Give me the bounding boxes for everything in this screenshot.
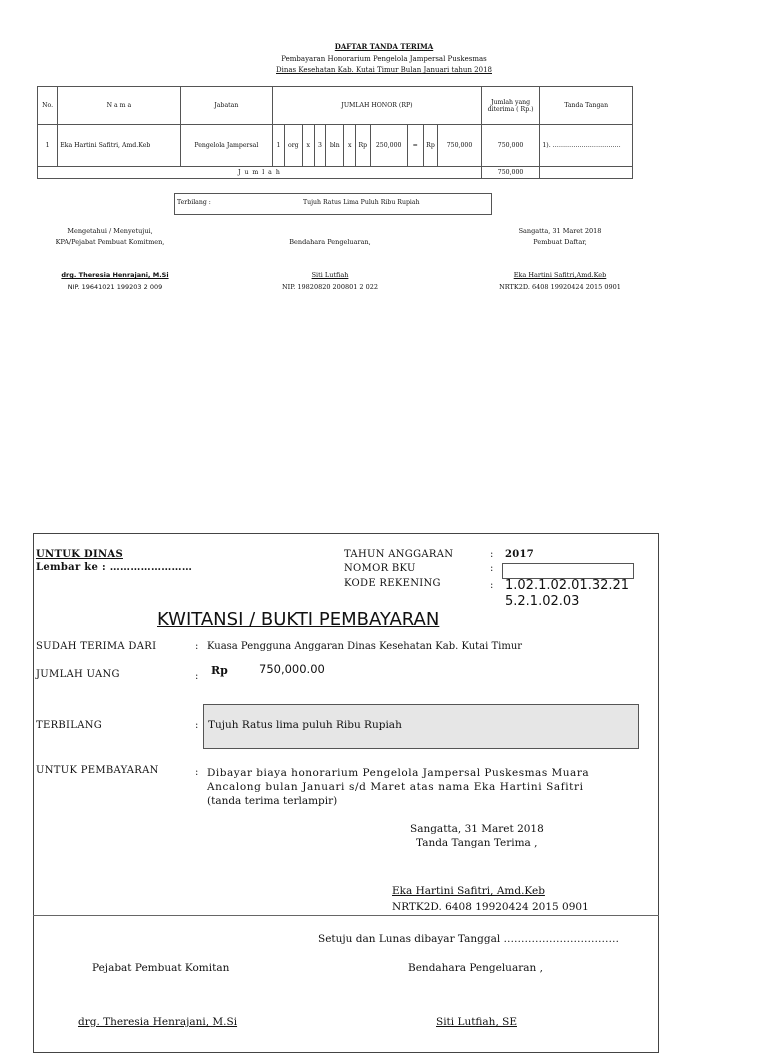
- cell-rate: 250,000: [370, 125, 407, 167]
- colon: :: [490, 563, 494, 574]
- receipt-list-table: [37, 86, 633, 179]
- colon: :: [195, 671, 199, 682]
- kode-rekening-label: KODE REKENING: [344, 578, 441, 589]
- tahun-anggaran-label: TAHUN ANGGARAN: [344, 549, 454, 560]
- cell-rp2: Rp: [423, 125, 437, 167]
- header-jabatan: Jabatan: [180, 87, 273, 125]
- table-row: [38, 125, 633, 167]
- cell-nama: Eka Hartini Safitri, Amd.Keb: [58, 125, 180, 167]
- cell-diterima: 750,000: [481, 125, 540, 167]
- colon: :: [490, 549, 494, 560]
- sig-left-nip: NIP. 19641021 199203 2 009: [67, 283, 163, 291]
- colon: :: [195, 767, 199, 778]
- untuk-pembayaran-line1: Dibayar biaya honorarium Pengelola Jampersal Puskesmas Muara: [207, 767, 590, 779]
- sig-right-nip: NRTK2D. 6408 19920424 2015 0901: [499, 283, 621, 291]
- header-no: No.: [38, 87, 58, 125]
- nomor-bku-field[interactable]: [502, 563, 634, 579]
- untuk-pembayaran-line2: Ancalong bulan Januari s/d Maret atas nama Eka Hartini Safitri: [207, 781, 584, 793]
- cell-months: 3: [314, 125, 326, 167]
- cell-x1: x: [302, 125, 314, 167]
- bendahara-name: Siti Lutfiah, SE: [436, 1016, 517, 1028]
- terbilang-box: [174, 193, 492, 215]
- cell-subtotal: 750,000: [438, 125, 482, 167]
- sig-mid-line1: Bendahara Pengeluaran,: [289, 238, 371, 246]
- pejabat-name: drg. Theresia Henrajani, M.Si: [78, 1016, 238, 1028]
- cell-bln: bln: [326, 125, 344, 167]
- terbilang-label: Terbilang :: [177, 199, 211, 206]
- list-subtitle-1: Pembayaran Honorarium Pengelola Jampersal Puskesmas: [281, 55, 487, 63]
- sig-mid-name: Siti Lutfiah: [311, 271, 349, 279]
- sig-right-line1: Pembuat Daftar,: [533, 238, 587, 246]
- sig-left-line1: Mengetahui / Menyetujui,: [67, 227, 153, 235]
- nomor-bku-label: NOMOR BKU: [344, 563, 416, 574]
- terbilang-box: [203, 704, 639, 749]
- kode-rekening-1: 1.02.1.02.01.32.21: [505, 578, 630, 593]
- cell-eq: =: [407, 125, 423, 167]
- sudah-terima-label: SUDAH TERIMA DARI: [36, 641, 157, 652]
- cell-ttd: 1). ……………………………: [540, 125, 633, 167]
- terbilang-value: Tujuh Ratus lima puluh Ribu Rupiah: [208, 719, 402, 731]
- colon: :: [195, 641, 199, 652]
- receipt-divider: [33, 915, 659, 916]
- kode-rekening-2: 5.2.1.02.03: [505, 594, 580, 609]
- cell-jabatan: Pengelola Jampersal: [180, 125, 273, 167]
- penerima-nip: NRTK2D. 6408 19920424 2015 0901: [392, 901, 589, 913]
- colon: :: [490, 580, 494, 591]
- total-blank: [540, 167, 633, 179]
- rp-label: Rp: [211, 664, 228, 677]
- pejabat-label: Pejabat Pembuat Komitan: [92, 962, 230, 974]
- sudah-terima-value: Kuasa Pengguna Anggaran Dinas Kesehatan Kab. Kutai Timur: [207, 641, 523, 652]
- ttd-terima: Tanda Tangan Terima ,: [416, 837, 538, 849]
- receipt-date: Sangatta, 31 Maret 2018: [410, 823, 544, 835]
- total-label: J u m l a h: [38, 167, 482, 179]
- untuk-pembayaran-line3: (tanda terima terlampir): [207, 795, 338, 807]
- cell-no: 1: [38, 125, 58, 167]
- sig-mid-nip: NIP. 19820820 200801 2 022: [281, 283, 379, 291]
- tahun-anggaran-value: 2017: [505, 549, 535, 560]
- untuk-pembayaran-label: UNTUK PEMBAYARAN: [36, 765, 159, 776]
- receipt-title: KWITANSI / BUKTI PEMBAYARAN: [157, 609, 440, 630]
- list-subtitle-2: Dinas Kesehatan Kab. Kutai Timur Bulan Januari tahun 2018: [276, 66, 492, 74]
- header-diterima: Jumlah yang diterima ( Rp.): [481, 87, 540, 125]
- sig-right-name: Eka Hartini Safitri,Amd.Keb: [513, 271, 607, 279]
- lembar-ke: Lembar ke : ……………………: [36, 562, 193, 573]
- penerima-name: Eka Hartini Safitri, Amd.Keb: [392, 885, 545, 897]
- untuk-dinas: UNTUK DINAS: [36, 549, 123, 560]
- terbilang-value: Tujuh Ratus Lima Puluh Ribu Rupiah: [303, 199, 420, 206]
- cell-rp1: Rp: [356, 125, 370, 167]
- colon: :: [195, 720, 199, 731]
- jumlah-uang-value: 750,000.00: [259, 662, 325, 676]
- header-honor: JUMLAH HONOR (RP): [273, 87, 482, 125]
- cell-qty: 1: [273, 125, 285, 167]
- jumlah-uang-label: JUMLAH UANG: [36, 669, 120, 680]
- sig-left-name: drg. Theresia Henrajani, M.Si: [61, 271, 169, 279]
- setuju-lunas: Setuju dan Lunas dibayar Tanggal ……………………………: [318, 933, 620, 945]
- header-nama: N a m a: [58, 87, 180, 125]
- sig-right-date: Sangatta, 31 Maret 2018: [518, 227, 602, 235]
- cell-x2: x: [344, 125, 356, 167]
- header-ttd: Tanda Tangan: [540, 87, 633, 125]
- sig-left-line2: KPA/Pejabat Pembuat Komitmen,: [55, 238, 165, 246]
- terbilang-label: TERBILANG: [36, 720, 103, 731]
- cell-unit: org: [284, 125, 302, 167]
- list-title: DAFTAR TANDA TERIMA: [334, 42, 434, 51]
- bendahara-label: Bendahara Pengeluaran ,: [408, 962, 543, 974]
- total-value: 750,000: [481, 167, 540, 179]
